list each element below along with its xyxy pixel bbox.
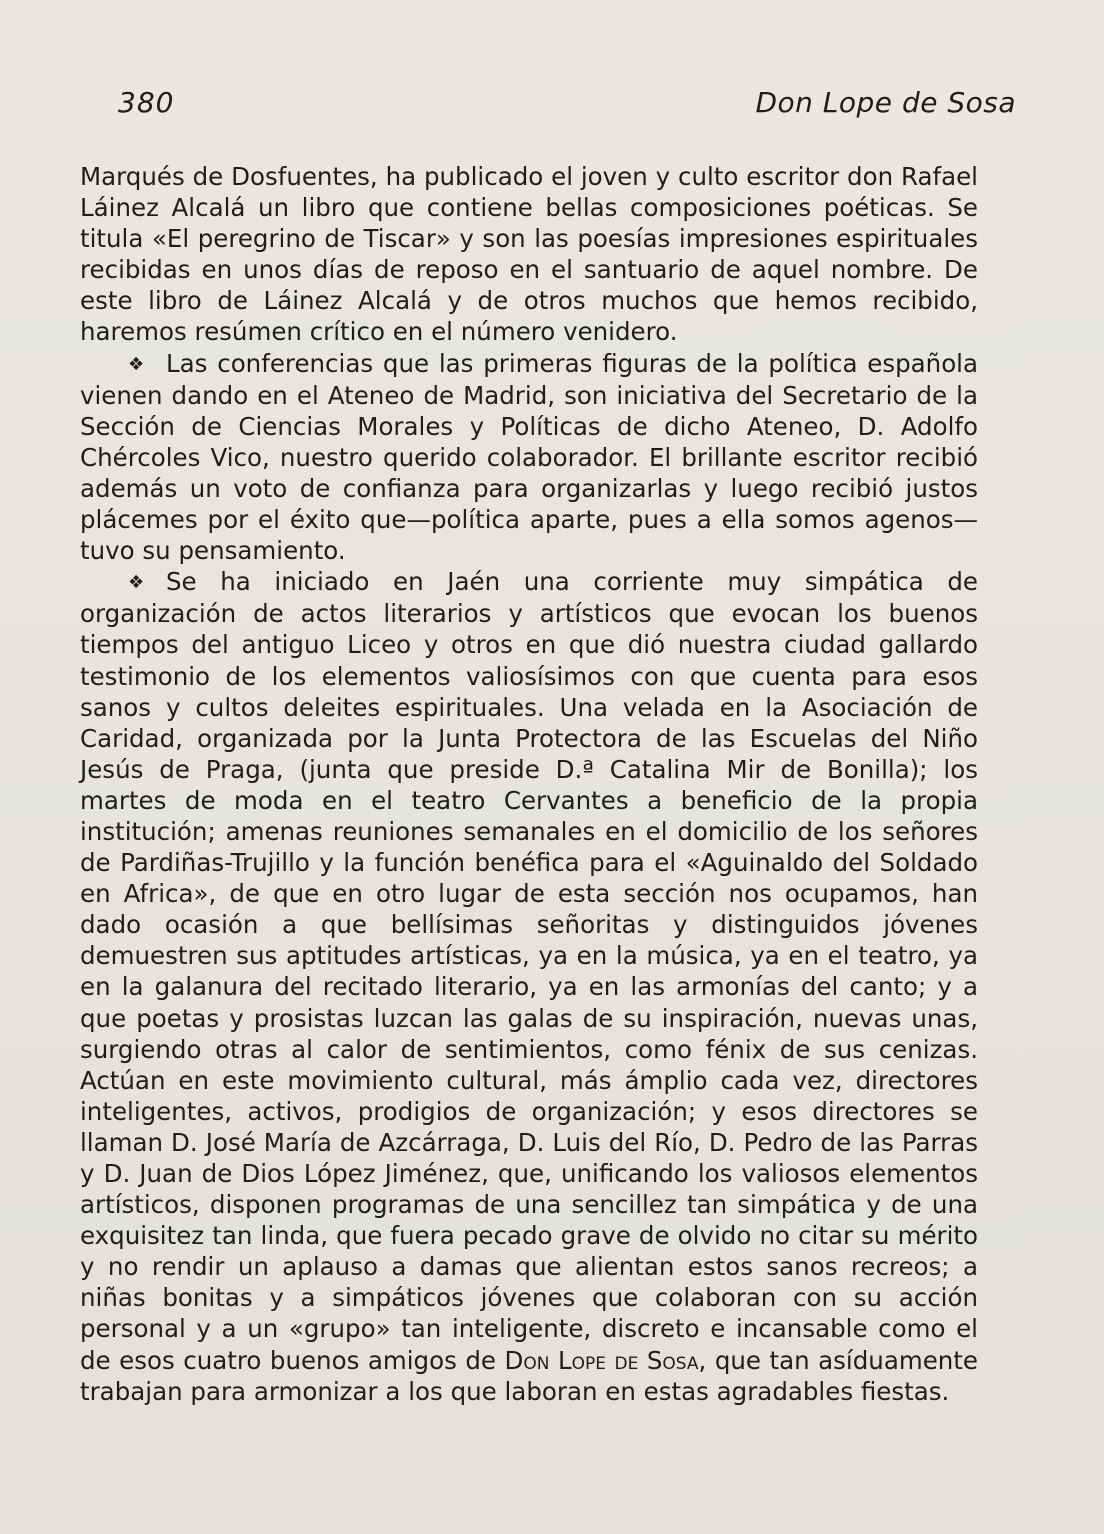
running-head [118,86,1016,126]
paragraph-jaen [80,566,978,1407]
paragraph-ateneo [80,348,978,567]
fleuron-icon: ❖ [128,353,145,375]
body-text [80,161,978,1407]
paragraph-text: Las conferencias que las primeras figuras de la política española vienen dando en el Ateneo de Madrid, son iniciativa del Secretario de la Sección de Ciencias Morales y Políticas de dicho Ateneo, D. Adolfo Chércoles Vico, nuestro querido colaborador. El brillante escritor recibió además un voto de confianza para organizarlas y luego recibió justos plácemes por el éxito que—política aparte, pues a ella somos agenos—tuvo su pensamiento. [80,348,978,566]
page-number: 380 [118,86,175,119]
fleuron-icon: ❖ [128,572,145,594]
paragraph-text: Se ha iniciado en Jaén una corriente muy simpática de organización de actos literarios y artísticos que evocan los buenos tiempos del antiguo Liceo y otros en que dió nuestra ciudad gallardo testimonio de los elementos valiosísimos con que cuenta para esos sanos y cultos deleites espirituales. Una velada en la Asociación de Caridad, organizada por la Junta Protectora de las Escuelas del Niño Jesús de Praga, (junta que preside D.ª Catalina Mir de Bonilla); los martes de moda en el teatro Cervantes a beneficio de la propia institución; amenas reuniones semanales en el domicilio de los señores de Pardiñas-Trujillo y la función benéfica para el «Aguinaldo del Soldado en Africa», de que en otro lugar de esta sección nos ocupamos, han dado ocasión a que bellísimas señoritas y distinguidos jóvenes demuestren sus aptitudes artísticas, ya en la música, ya en el teatro, ya en la galanura del recitado literario, ya en las armonías del canto; y a que poetas y prosistas luzcan las galas de su inspiración, nuevas unas, surgiendo otras al calor de sentimientos, como fénix de sus cenizas. Actúan en este movimiento cultural, más ámplio cada vez, directores inteligentes, activos, prodigios de organización; y esos directores se llaman D. José María de Azcárraga, D. Luis del Río, D. Pedro de las Parras y D. Juan de Dios López Jiménez, que, unificando los valiosos elementos artísticos, disponen programas de una sencillez tan simpática y de una exquisitez tan linda, que fuera pecado grave de olvido no citar su mérito y no rendir un aplauso a damas que alientan estos sanos recreos; a niñas bonitas y a simpáticos jóvenes que colaboran con su acción personal y a un «grupo» tan inteligente, discreto e incansable como el de esos cuatro buenos amigos de [80,567,978,1375]
paragraph-continuation [80,161,978,348]
running-title: Don Lope de Sosa [755,86,1016,119]
paragraph-text: Marqués de Dosfuentes, ha publicado el joven y culto escritor don Rafael Láinez Alcalá un libro que contiene bellas composiciones poéticas. Se titula «El peregrino de Tiscar» y son las poesías impresiones espirituales recibidas en unos días de reposo en el santuario de aquel nombre. De este libro de Láinez Alcalá y de otros muchos que hemos recibido, haremos resúmen crítico en el número venidero. [80,162,978,347]
paragraph-text-end: , que tan asíduamente trabajan para armonizar a los que laboran en estas agradables fiestas. [80,1345,978,1406]
journal-name: Don Lope de Sosa [504,1345,699,1375]
